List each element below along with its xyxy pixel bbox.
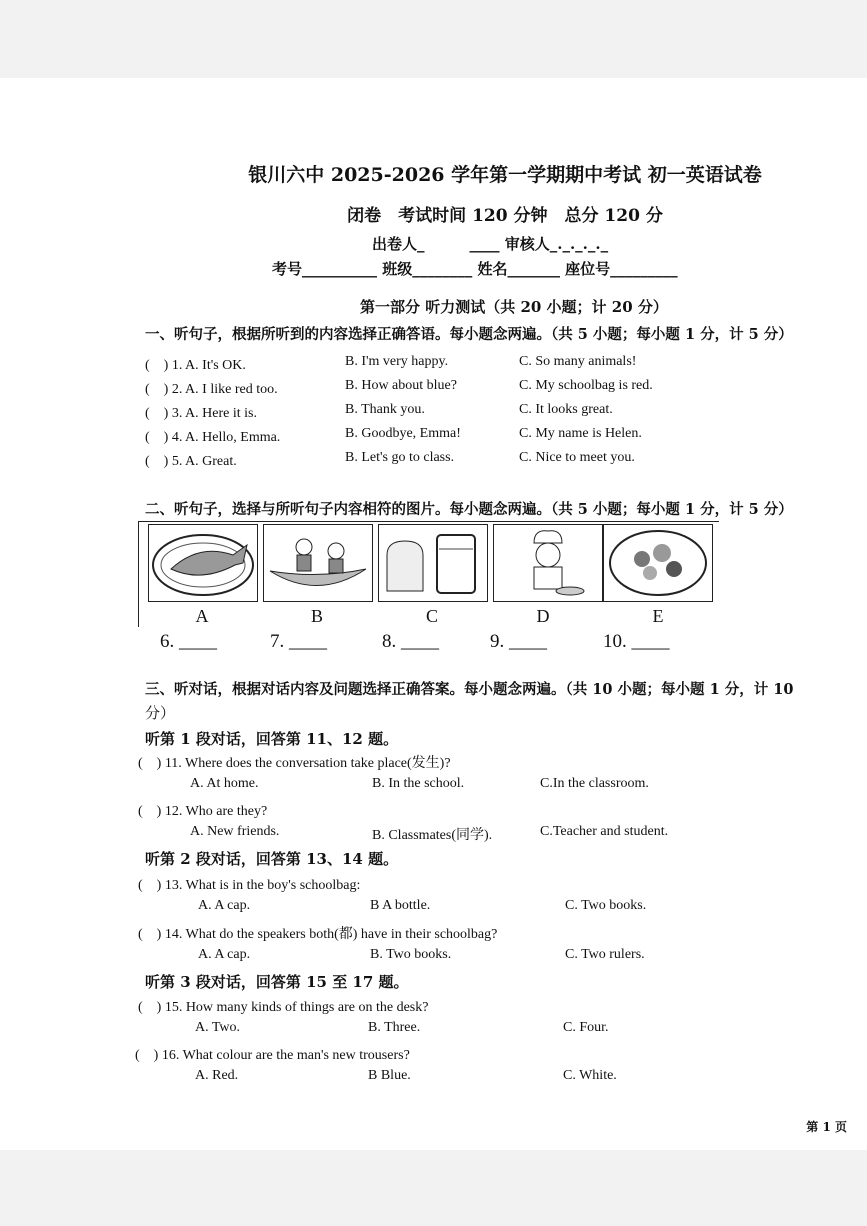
answer-blank-7[interactable]: 7. ____ <box>270 631 327 652</box>
q14-question: ( ) 14. What do the speakers both(都) have in their schoolbag? <box>138 927 498 942</box>
q15-option-c: C. Four. <box>563 1020 609 1035</box>
fish-plate-icon <box>148 524 258 602</box>
q3-option-b: B. Thank you. <box>345 402 425 417</box>
q5-option-a: ( ) 5. A. Great. <box>145 454 237 469</box>
q16-option-c: C. White. <box>563 1068 617 1083</box>
q16-option-b: B Blue. <box>368 1068 411 1083</box>
q15-option-b: B. Three. <box>368 1020 421 1035</box>
part1-title: 第一部分 听力测试（共 20 小题；计 20 分） <box>360 298 668 316</box>
picture-letter-c: C <box>425 606 438 626</box>
q11-option-c: C.In the classroom. <box>540 776 649 791</box>
answer-blank-6[interactable]: 6. ____ <box>160 631 217 652</box>
exam-page <box>0 78 867 1150</box>
q16-option-a: A. Red. <box>195 1068 239 1083</box>
dialog1-heading: 听第 1 段对话，回答第 11、12 题。 <box>145 730 399 748</box>
section1-title: 一、听句子，根据所听到的内容选择正确答语。每小题念两遍。（共 5 小题；每小题 1 分，计 5 分） <box>145 326 793 343</box>
q13-option-c: C. Two books. <box>565 898 647 913</box>
q4-option-b: B. Goodbye, Emma! <box>345 426 461 441</box>
q14-option-c: C. Two rulers. <box>565 947 645 962</box>
exam-title: 银川六中 2025-2026 学年第一学期期中考试 初一英语试卷 <box>248 164 762 186</box>
dialog2-heading: 听第 2 段对话，回答第 13、14 题。 <box>145 850 399 868</box>
picture-letter-b: B <box>310 606 323 626</box>
picture-letter-d: D <box>536 606 550 626</box>
q12-option-a: A. New friends. <box>190 824 280 839</box>
q1-option-b: B. I'm very happy. <box>345 354 449 369</box>
salad-plate-icon <box>603 524 713 602</box>
q14-option-b: B. Two books. <box>370 947 452 962</box>
q12-option-c: C.Teacher and student. <box>540 824 669 839</box>
q15-option-a: A. Two. <box>195 1020 241 1035</box>
answer-blank-10[interactable]: 10. ____ <box>603 631 670 652</box>
picture-letter-a: A <box>195 606 209 626</box>
q11-question: ( ) 11. Where does the conversation take place(发生)? <box>138 756 451 771</box>
q4-option-c: C. My name is Helen. <box>519 426 642 441</box>
q13-option-b: B A bottle. <box>370 898 431 913</box>
q11-option-b: B. In the school. <box>372 776 465 791</box>
q13-question: ( ) 13. What is in the boy's schoolbag: <box>138 878 361 893</box>
q5-option-b: B. Let's go to class. <box>345 450 455 465</box>
q2-option-b: B. How about blue? <box>345 378 457 393</box>
section2-title: 二、听句子，选择与所听句子内容相符的图片。每小题念两遍。（共 5 小题；每小题 1 分，计 5 分） <box>145 501 793 518</box>
authors-line: 出卷人_ ____ 审核人_._._._._ <box>372 235 609 253</box>
student-info-line: 考号__________ 班级________ 姓名_______ 座位号_________ <box>272 260 678 278</box>
q16-question: ( ) 16. What colour are the man's new trousers? <box>135 1048 410 1063</box>
boat-kids-icon <box>263 524 373 602</box>
section3-title-cont: 分） <box>145 704 176 722</box>
picture-letter-e: E <box>652 606 664 626</box>
q4-option-a: ( ) 4. A. Hello, Emma. <box>145 430 281 445</box>
q3-option-c: C. It looks great. <box>519 402 613 417</box>
q1-option-a: ( ) 1. A. It's OK. <box>145 358 246 373</box>
chef-boy-icon <box>493 524 603 602</box>
answer-blank-9[interactable]: 9. ____ <box>490 631 547 652</box>
q11-option-a: A. At home. <box>190 776 259 791</box>
section3-title: 三、听对话，根据对话内容及问题选择正确答案。每小题念两遍。（共 10 小题；每小题 1 分，计 10 <box>145 681 794 698</box>
exam-subtitle: 闭卷 考试时间 120 分钟 总分 120 分 <box>347 206 663 226</box>
q15-question: ( ) 15. How many kinds of things are on the desk? <box>138 1000 429 1015</box>
q12-question: ( ) 12. Who are they? <box>138 804 268 819</box>
q14-option-a: A. A cap. <box>198 947 251 962</box>
page-number: 第 1 页 <box>806 1120 847 1134</box>
bread-milk-icon <box>378 524 488 602</box>
q1-option-c: C. So many animals! <box>519 354 637 369</box>
q2-option-c: C. My schoolbag is red. <box>519 378 653 393</box>
q5-option-c: C. Nice to meet you. <box>519 450 635 465</box>
q3-option-a: ( ) 3. A. Here it is. <box>145 406 257 421</box>
q12-option-b: B. Classmates(同学). <box>372 828 493 843</box>
answer-blank-8[interactable]: 8. ____ <box>382 631 439 652</box>
dialog3-heading: 听第 3 段对话，回答第 15 至 17 题。 <box>145 973 409 991</box>
q13-option-a: A. A cap. <box>198 898 251 913</box>
q2-option-a: ( ) 2. A. I like red too. <box>145 382 278 397</box>
